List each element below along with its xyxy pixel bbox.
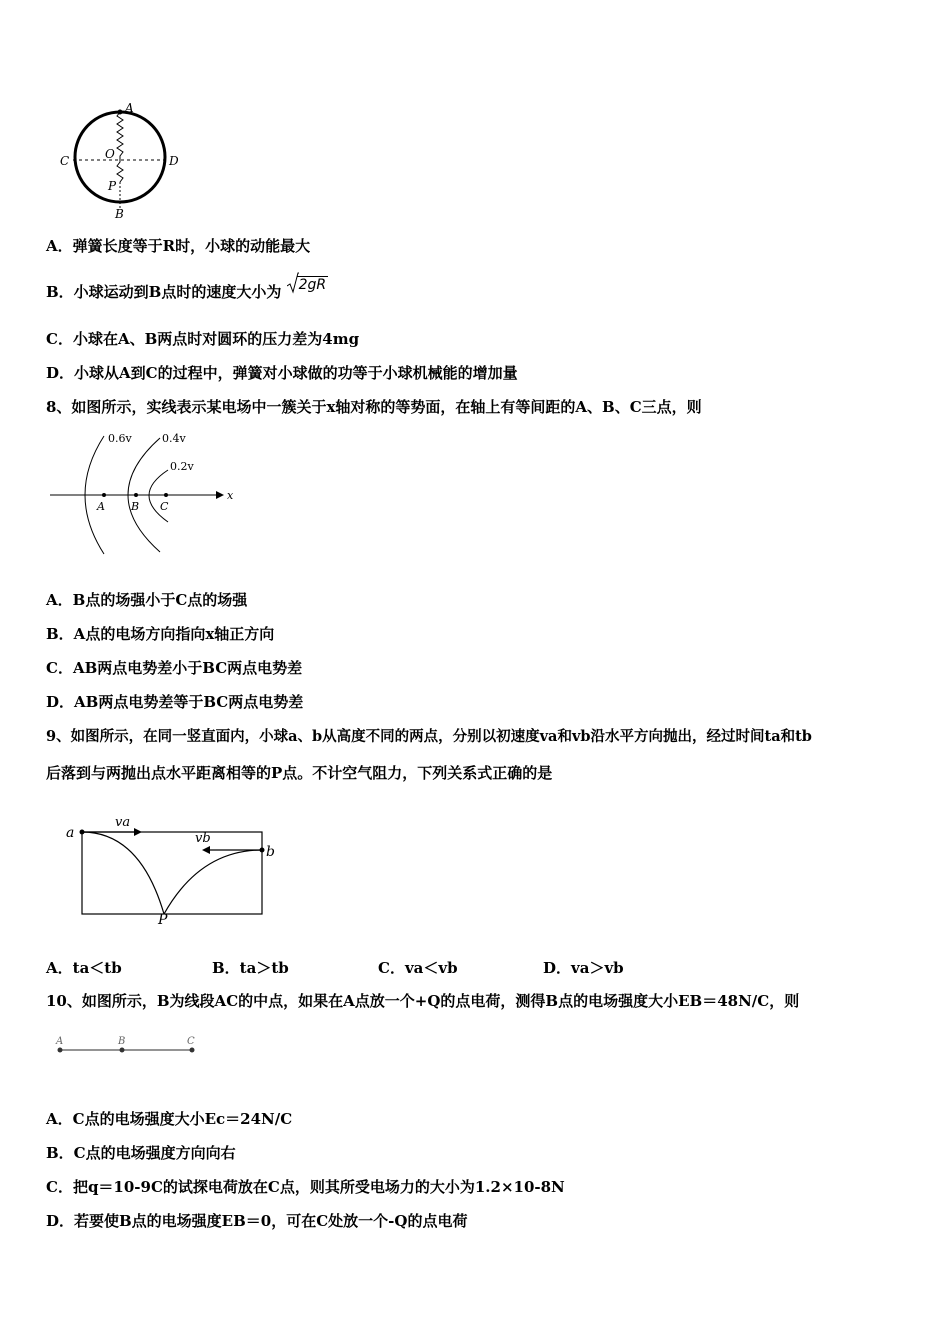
point-A [58, 1048, 63, 1053]
label-A: A [56, 1036, 64, 1047]
label-A: A [125, 101, 134, 115]
q8-stem: 8、如图所示，实线表示某电场中一簇关于x轴对称的等势面，在轴上有等间距的A、B、C三点，则 [46, 398, 702, 416]
q10-stem: 10、如图所示，B为线段AC的中点，如果在A点放一个+Q的点电荷，测得B点的电场强度大小EB＝48N/C，则 [46, 992, 800, 1010]
q8-equipotential-figure [46, 428, 246, 560]
point-b [260, 848, 265, 853]
q8-option-a: A．B点的场强小于C点的场强 [46, 591, 248, 609]
label-A: A [97, 500, 105, 513]
q10-option-a: A．C点的电场强度大小Ec＝24N/C [46, 1110, 293, 1128]
sqrt-formula: 2gR [287, 274, 329, 295]
point-C [164, 493, 168, 497]
label-D: D [169, 154, 179, 168]
point-B [134, 493, 138, 497]
point-A [102, 493, 106, 497]
q9-option-d: D．va＞vb [543, 959, 624, 977]
spring [117, 112, 123, 182]
label-0.6v: 0.6v [108, 432, 132, 445]
q10-option-d: D．若要使B点的电场强度EB＝0，可在C处放一个-Q的点电荷 [46, 1212, 468, 1230]
q7-option-b-text: B．小球运动到B点时的速度大小为 [46, 283, 282, 301]
q9-stem-line2: 后落到与两抛出点水平距离相等的P点。不计空气阻力，下列关系式正确的是 [46, 764, 553, 782]
label-B: B [118, 1036, 126, 1047]
q9-option-c: C．va＜vb [378, 959, 458, 977]
q10-option-c: C．把q＝10-9C的试探电荷放在C点，则其所受电场力的大小为1.2×10-8N [46, 1178, 565, 1196]
label-0.4v: 0.4v [162, 432, 186, 445]
point-a [80, 830, 85, 835]
trajectory-b [164, 850, 262, 914]
label-va: va [115, 815, 131, 830]
label-B: B [131, 500, 140, 513]
arrow-vb-head [202, 846, 210, 854]
x-label: x [227, 489, 234, 502]
x-axis-arrow [216, 491, 224, 499]
label-O: O [105, 147, 115, 161]
label-C: C [187, 1036, 195, 1047]
q9-option-b: B．ta＞tb [212, 959, 289, 977]
q7-circle-figure [55, 100, 185, 225]
label-a: a [66, 825, 75, 841]
arrow-va-head [134, 828, 142, 836]
ball [118, 110, 123, 115]
q7-option-a: A．弹簧长度等于R时，小球的动能最大 [46, 237, 311, 255]
q7-option-b [46, 277, 328, 303]
label-b: b [266, 844, 275, 860]
label-P: P [108, 179, 117, 193]
label-B: B [115, 207, 124, 221]
trajectory-a [82, 832, 164, 914]
q9-stem-line1: 9、如图所示，在同一竖直面内，小球a、b从高度不同的两点，分别以初速度va和vb沿水平方向抛出，经过时间ta和tb [46, 728, 812, 745]
sqrt-sign [287, 272, 299, 294]
q10-segment-figure [50, 1033, 210, 1059]
q10-option-b: B．C点的电场强度方向向右 [46, 1144, 236, 1162]
q9-projectile-figure [60, 810, 280, 925]
point-B [120, 1048, 125, 1053]
point-C [190, 1048, 195, 1053]
q8-option-d: D．AB两点电势差等于BC两点电势差 [46, 693, 304, 711]
q8-option-c: C．AB两点电势差小于BC两点电势差 [46, 659, 303, 677]
label-C: C [160, 500, 169, 513]
q8-option-b: B．A点的电场方向指向x轴正方向 [46, 625, 275, 643]
q9-option-a: A．ta＜tb [46, 959, 122, 977]
label-0.2v: 0.2v [170, 460, 194, 473]
label-C: C [60, 154, 70, 168]
label-vb: vb [195, 831, 211, 846]
q7-option-d: D．小球从A到C的过程中，弹簧对小球做的功等于小球机械能的增加量 [46, 364, 518, 382]
q7-option-c: C．小球在A、B两点时对圆环的压力差为4mg [46, 330, 360, 348]
label-P: P [158, 912, 168, 925]
